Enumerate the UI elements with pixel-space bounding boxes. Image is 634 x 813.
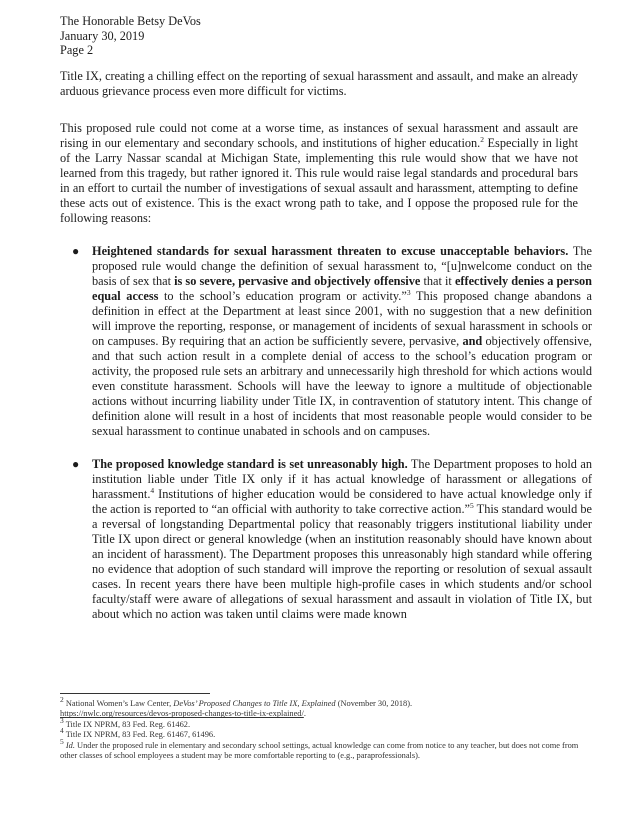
- reasons-list: [60, 244, 592, 622]
- reason-text: This standard would be a reversal of longstanding Departmental policy that reasonably triggers institutional liability under Title IX upon direct or general knowledge (when an institution reasonably should have known about an incident of harassment). The Department proposes this unreasonably high standard while offering no evidence that adoption of such standard will improve the reporting or resolution of sexual assault cases. In recent years there have been multiple high-profile cases in which students and/or school faculty/staff were aware of allegations of sexual harassment and assault in violation of Title IX, but about which no action was taken until claims were made known: [92, 502, 592, 621]
- paragraph-part: Especially in light of the Larry Nassar scandal at Michigan State, implementing this rule would show that we have not learned from this tragedy, but rather ignored it. This rule would raise legal standards and procedural bars in an effort to curtail the number of investigations of sexual assault and harassment, attempting to define these acts out of existence. This is the exact wrong path to take, and I oppose the proposed rule for the following reasons:: [60, 136, 578, 225]
- reason-text: Institutions of higher education would be considered to have actual knowledge only if the action is reported to “an official with authority to take corrective action.”: [92, 487, 592, 516]
- footnote-ref-2: 2: [480, 134, 484, 144]
- paragraph-part: This proposed rule could not come at a worse time, as instances of sexual harassment and assault are rising in our elementary and secondary schools, and institutions of higher education.: [60, 121, 578, 150]
- reason-heightened-standards: [60, 244, 592, 439]
- letter-header: [60, 14, 201, 58]
- page-number: Page 2: [60, 43, 94, 57]
- recipient-line: The Honorable Betsy DeVos: [60, 14, 201, 28]
- reason-emphasis: and: [462, 334, 483, 348]
- footnote-ref-3: 3: [406, 287, 411, 297]
- footnote-4: [60, 726, 592, 740]
- reason-heading: Heightened standards for sexual harassment threaten to excuse unacceptable behaviors.: [92, 244, 569, 258]
- footnote-url-link[interactable]: https://nwlc.org/resources/devos-proposed-changes-to-title-ix-explained/: [60, 709, 304, 719]
- paragraph-reasons-intro: [60, 121, 578, 226]
- footnote-id: Id.: [65, 740, 75, 750]
- date-line: January 30, 2019: [60, 28, 145, 43]
- footnote-text: .: [303, 709, 306, 719]
- footnote-text: Under the proposed rule in elementary and secondary school settings, actual knowledge can come from notice to any teacher, but does not come from other classes of school employees a student may be more comfortable reporting to (e.g., paraprofessionals).: [60, 740, 579, 761]
- footnote-text: Title IX NPRM, 83 Fed. Reg. 61462.: [63, 719, 191, 729]
- reason-text: The Department proposes to hold an institution liable under Title IX only if it has actual knowledge of harassment or allegations of harassment.: [92, 457, 592, 501]
- reason-heading: The proposed knowledge standard is set unreasonably high.: [92, 457, 408, 471]
- footnote-number: 3: [60, 716, 64, 726]
- footnote-2: [60, 695, 592, 720]
- reason-text: that it: [420, 274, 455, 288]
- footnote-ref-5: 5: [470, 500, 474, 510]
- footnote-text: (November 30, 2018).: [335, 699, 413, 708]
- footnote-number: 2: [60, 695, 64, 705]
- reason-text: This proposed change abandons a definition in effect at the Department at least since 2001, with no suggestion that a new definition will improve the reporting, response, or management of incidents of sexual harassment in schools or on campuses. By requiring that an action be sufficiently severe, pervasive,: [92, 289, 593, 348]
- footnote-text: Title IX NPRM, 83 Fed. Reg. 61467, 61496.: [63, 730, 216, 740]
- footnote-source-title: DeVos’ Proposed Changes to Title IX, Explained: [173, 699, 336, 708]
- reason-text: objectively offensive, and that such action result in a complete denial of access to the school’s education program or activity, the proposed rule sets an arbitrary and unnecessarily high threshold for which actions would even constitute harassment. Schools will have the leeway to ignore a multitude of objectionable actions without incurring liability under Title IX, in contravention of statutory intent. This change of definition alone will result in a host of incidents that most reasonable people would consider to be sexual harassment to continue unabated in schools and on campuses.: [92, 334, 592, 438]
- paragraph-continuation: Title IX, creating a chilling effect on the reporting of sexual harassment and assault, and make an already arduous grievance process even more difficult for victims.: [60, 69, 578, 98]
- footnote-ref-4: 4: [150, 485, 155, 495]
- footnote-text: National Women’s Law Center,: [63, 699, 174, 708]
- footnote-number: 4: [60, 726, 64, 736]
- bullet-icon: ●: [72, 244, 80, 258]
- footnote-divider: [60, 693, 210, 694]
- footnote-5: [60, 736, 592, 762]
- footnotes: [60, 695, 592, 761]
- reason-text: to the school’s education program or activity.”: [158, 289, 407, 303]
- reason-emphasis: effectively denies a person equal access: [92, 274, 592, 303]
- reason-emphasis: is so severe, pervasive and objectively offensive: [174, 274, 421, 288]
- reason-text: The proposed rule would change the definition of sexual harassment to, “[u]nwelcome conduct on the basis of sex that: [92, 244, 592, 288]
- footnote-number: 5: [60, 736, 64, 746]
- bullet-icon: ●: [72, 457, 80, 471]
- footnote-3: [60, 716, 592, 730]
- reason-knowledge-standard: [60, 457, 592, 622]
